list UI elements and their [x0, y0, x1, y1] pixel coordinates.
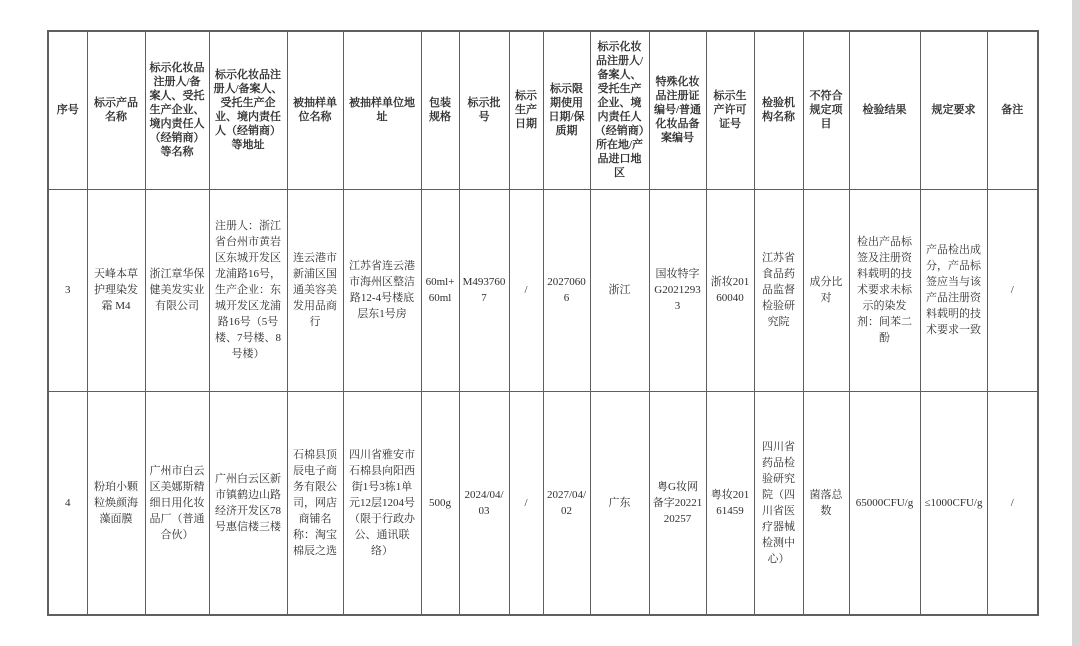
table-cell: /	[987, 391, 1038, 615]
table-cell: /	[509, 189, 543, 391]
photo-edge	[1072, 0, 1080, 646]
table-cell: 江苏省食品药品监督检验研究院	[754, 189, 803, 391]
table-cell: ≤1000CFU/g	[920, 391, 987, 615]
table-cell: 注册人：浙江省台州市黄岩区东城开发区龙浦路16号，生产企业：东城开发区龙浦路16号（5号楼、7号楼、8号楼）	[209, 189, 287, 391]
header-cell: 标示限期使用日期/保质期	[543, 31, 590, 189]
table-cell: 菌落总数	[803, 391, 849, 615]
table-cell: 成分比对	[803, 189, 849, 391]
table-cell: 四川省药品检验研究院（四川省医疗器械检测中心）	[754, 391, 803, 615]
table-row	[48, 189, 1038, 391]
header-cell: 标示生产日期	[509, 31, 543, 189]
header-cell: 不符合规定项目	[803, 31, 849, 189]
table-cell: 广州市白云区美娜斯精细日用化妆品厂（普通合伙）	[145, 391, 209, 615]
table-cell: 粤妆20161459	[706, 391, 754, 615]
table-cell: 连云港市新浦区国通美容美发用品商行	[287, 189, 343, 391]
header-cell: 标示生产许可证号	[706, 31, 754, 189]
table-cell: 500g	[421, 391, 459, 615]
header-cell: 检验结果	[849, 31, 920, 189]
header-row	[48, 31, 1038, 189]
table-cell: 粤G妆网备字2022120257	[649, 391, 706, 615]
table-cell: 65000CFU/g	[849, 391, 920, 615]
header-cell: 标示化妆品注册人/备案人、受托生产企业、境内责任人（经销商）等地址	[209, 31, 287, 189]
table-cell: 2024/04/03	[459, 391, 509, 615]
table-cell: 石棉县顶辰电子商务有限公司，网店商铺名称：淘宝棉辰之选	[287, 391, 343, 615]
table-row	[48, 391, 1038, 615]
table-cell: /	[509, 391, 543, 615]
header-cell: 规定要求	[920, 31, 987, 189]
header-cell: 标示产品名称	[87, 31, 145, 189]
header-cell: 标示化妆品注册人/备案人、受托生产企业、境内责任人（经销商）等名称	[145, 31, 209, 189]
table-cell: /	[987, 189, 1038, 391]
table-cell: 4	[48, 391, 87, 615]
table-cell: 浙江章华保健美发实业有限公司	[145, 189, 209, 391]
cosmetics-inspection-table	[47, 30, 1039, 616]
table-cell: 广州白云区新市镇鹤边山路经济开发区78号惠信楼三楼	[209, 391, 287, 615]
table-cell: 检出产品标签及注册资料载明的技术要求未标示的染发剂：间苯二酚	[849, 189, 920, 391]
header-cell: 备注	[987, 31, 1038, 189]
table-cell: 广东	[590, 391, 649, 615]
header-cell: 标示化妆品注册人/备案人、受托生产企业、境内责任人（经销商）所在地/产品进口地区	[590, 31, 649, 189]
header-cell: 特殊化妆品注册证编号/普通化妆品备案编号	[649, 31, 706, 189]
header-cell: 检验机构名称	[754, 31, 803, 189]
table-body	[48, 189, 1038, 615]
table-cell: 3	[48, 189, 87, 391]
table-cell: M4937607	[459, 189, 509, 391]
header-cell: 被抽样单位名称	[287, 31, 343, 189]
table-cell: 天峰本草护理染发霜 M4	[87, 189, 145, 391]
header-cell: 包装规格	[421, 31, 459, 189]
header-cell: 序号	[48, 31, 87, 189]
table-cell: 浙妆20160040	[706, 189, 754, 391]
header-cell: 被抽样单位地址	[343, 31, 421, 189]
header-cell: 标示批号	[459, 31, 509, 189]
table-cell: 粉珀小颗粒焕颜海藻面膜	[87, 391, 145, 615]
table-cell: 60ml+60ml	[421, 189, 459, 391]
table-header	[48, 31, 1038, 189]
table-cell: 产品检出成分，产品标签应当与该产品注册资料载明的技术要求一致	[920, 189, 987, 391]
table-cell: 浙江	[590, 189, 649, 391]
table-cell: 国妆特字G20212933	[649, 189, 706, 391]
table-cell: 江苏省连云港市海州区整洁路12-4号楼底层东1号房	[343, 189, 421, 391]
table-cell: 四川省雅安市石棉县向阳西街1号3栋1单元12层1204号（限于行政办公、通讯联络）	[343, 391, 421, 615]
table-cell: 20270606	[543, 189, 590, 391]
table-cell: 2027/04/02	[543, 391, 590, 615]
